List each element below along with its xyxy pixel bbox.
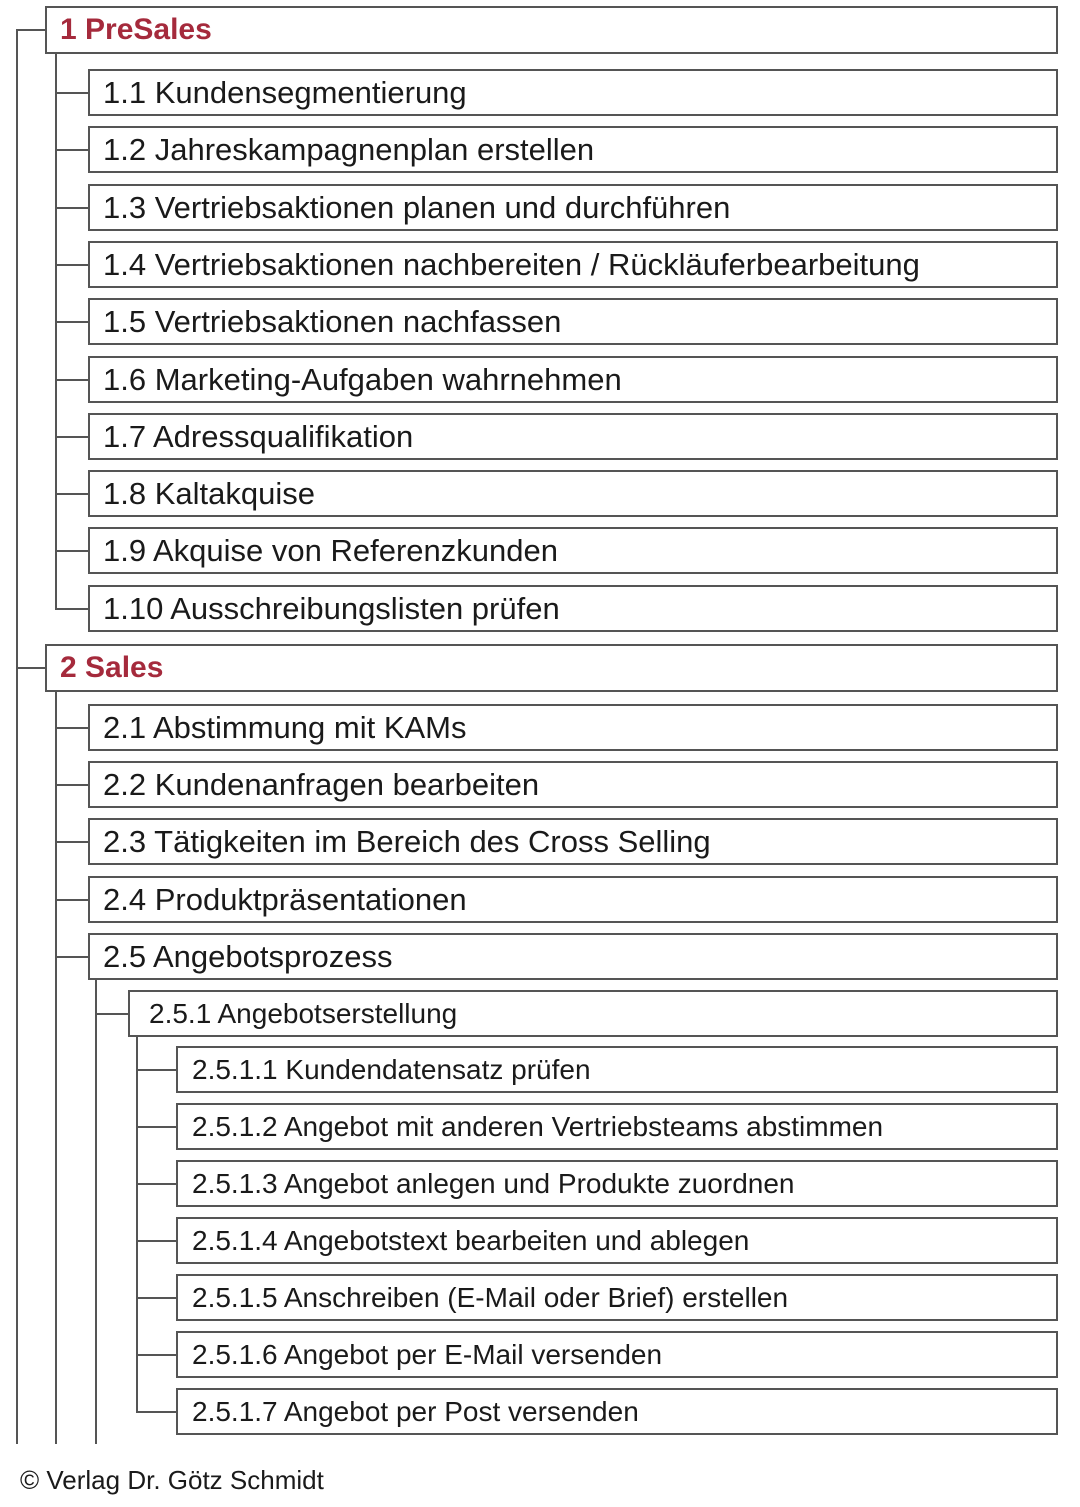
tree-node-1-10 xyxy=(88,585,1058,632)
tree-node-1-7 xyxy=(88,413,1058,460)
connector-line xyxy=(55,784,88,786)
tree-node-label: 2.5.1 Angebotserstellung xyxy=(149,997,458,1029)
connector-line xyxy=(136,1183,176,1185)
connector-line xyxy=(55,608,88,610)
connector-line xyxy=(136,1069,176,1071)
connector-line xyxy=(55,379,88,381)
tree-node-label: 2.5.1.4 Angebotstext bearbeiten und ablegen xyxy=(192,1224,750,1256)
tree-node-label: 1.1 Kundensegmentierung xyxy=(103,74,467,110)
connector-line xyxy=(136,1411,176,1413)
connector-line xyxy=(136,1297,176,1299)
connector-line xyxy=(55,493,88,495)
tree-trunk-line xyxy=(136,1037,138,1413)
tree-node-label: 2.5.1.5 Anschreiben (E-Mail oder Brief) erstellen xyxy=(192,1281,789,1313)
tree-node-1-2 xyxy=(88,126,1058,173)
tree-node-1-9 xyxy=(88,527,1058,574)
tree-node-label: 1.7 Adressqualifikation xyxy=(103,418,414,454)
tree-node-1-3 xyxy=(88,184,1058,231)
tree-node-label: 2.5.1.2 Angebot mit anderen Vertriebsteams abstimmen xyxy=(192,1110,884,1142)
copyright-notice: © Verlag Dr. Götz Schmidt xyxy=(20,1465,324,1495)
tree-node-2 xyxy=(45,644,1058,692)
tree-node-label: 2.3 Tätigkeiten im Bereich des Cross Selling xyxy=(103,823,711,859)
connector-line xyxy=(95,1013,128,1015)
tree-trunk-line xyxy=(95,980,97,1444)
tree-node-2-2 xyxy=(88,761,1058,808)
tree-node-2-5-1-1 xyxy=(176,1046,1058,1093)
tree-node-1-5 xyxy=(88,298,1058,345)
tree-node-label: 2 Sales xyxy=(60,651,164,684)
tree-node-2-5-1-2 xyxy=(176,1103,1058,1150)
tree-node-label: 1.2 Jahreskampagnenplan erstellen xyxy=(103,131,595,167)
tree-node-2-3 xyxy=(88,818,1058,865)
tree-node-label: 2.5.1.1 Kundendatensatz prüfen xyxy=(192,1053,591,1085)
tree-node-1-6 xyxy=(88,356,1058,403)
tree-node-2-5-1-7 xyxy=(176,1388,1058,1435)
tree-node-1-4 xyxy=(88,241,1058,288)
connector-line xyxy=(55,899,88,901)
connector-line xyxy=(55,956,88,958)
tree-node-2-5 xyxy=(88,933,1058,980)
tree-node-label: 1.6 Marketing-Aufgaben wahrnehmen xyxy=(103,361,622,397)
tree-node-label: 1.9 Akquise von Referenzkunden xyxy=(103,532,558,568)
connector-line xyxy=(55,321,88,323)
tree-node-1 xyxy=(45,6,1058,54)
connector-line xyxy=(16,667,45,669)
connector-line xyxy=(55,149,88,151)
tree-node-label: 1.4 Vertriebsaktionen nachbereiten / Rückläuferbearbeitung xyxy=(103,246,920,282)
connector-line xyxy=(136,1240,176,1242)
tree-node-2-1 xyxy=(88,704,1058,751)
tree-node-1-1 xyxy=(88,69,1058,116)
tree-node-2-5-1-5 xyxy=(176,1274,1058,1321)
tree-node-label: 2.5.1.3 Angebot anlegen und Produkte zuordnen xyxy=(192,1167,795,1199)
connector-line xyxy=(55,92,88,94)
connector-line xyxy=(55,207,88,209)
connector-line xyxy=(136,1126,176,1128)
connector-line xyxy=(136,1354,176,1356)
tree-node-2-4 xyxy=(88,876,1058,923)
tree-node-label: 2.1 Abstimmung mit KAMs xyxy=(103,709,467,745)
tree-node-2-5-1-6 xyxy=(176,1331,1058,1378)
connector-line xyxy=(55,841,88,843)
tree-trunk-line xyxy=(55,692,57,1444)
connector-line xyxy=(55,436,88,438)
connector-line xyxy=(55,550,88,552)
connector-line xyxy=(55,727,88,729)
connector-line xyxy=(55,264,88,266)
tree-trunk-line xyxy=(16,29,18,1444)
tree-node-2-5-1-4 xyxy=(176,1217,1058,1264)
tree-node-label: 1 PreSales xyxy=(60,13,212,46)
tree-node-2-5-1-3 xyxy=(176,1160,1058,1207)
tree-node-1-8 xyxy=(88,470,1058,517)
tree-node-label: 2.5.1.6 Angebot per E-Mail versenden xyxy=(192,1338,663,1370)
tree-node-label: 1.5 Vertriebsaktionen nachfassen xyxy=(103,303,562,339)
tree-node-label: 1.8 Kaltakquise xyxy=(103,475,315,511)
tree-node-2-5-1 xyxy=(128,990,1058,1037)
tree-node-label: 2.5.1.7 Angebot per Post versenden xyxy=(192,1395,639,1427)
tree-node-label: 2.5 Angebotsprozess xyxy=(103,938,393,974)
tree-trunk-line xyxy=(55,54,57,610)
tree-node-label: 2.4 Produktpräsentationen xyxy=(103,881,467,917)
tree-node-label: 1.10 Ausschreibungslisten prüfen xyxy=(103,590,560,626)
connector-line xyxy=(16,29,45,31)
tree-node-label: 1.3 Vertriebsaktionen planen und durchführen xyxy=(103,189,731,225)
tree-node-label: 2.2 Kundenanfragen bearbeiten xyxy=(103,766,540,802)
